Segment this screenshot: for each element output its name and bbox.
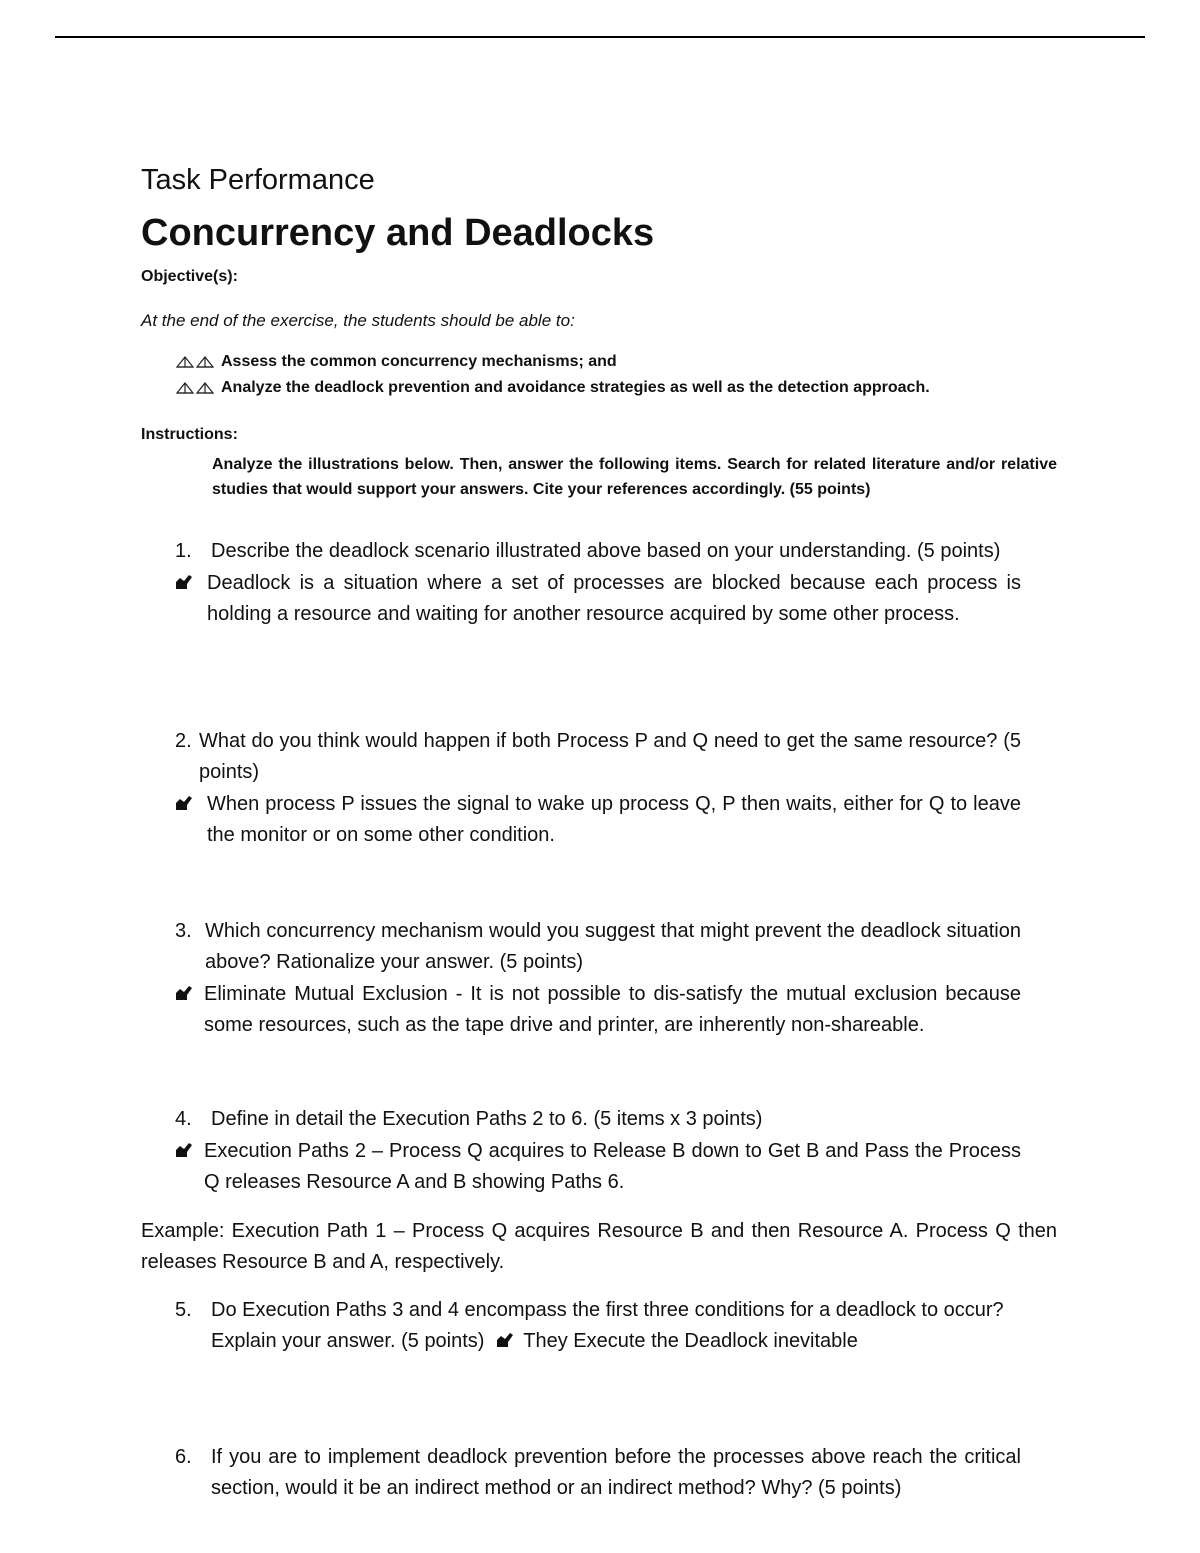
document-title: Concurrency and Deadlocks (141, 212, 655, 254)
question-item-1 (175, 536, 1021, 630)
objective-text: Analyze the deadlock prevention and avoidance strategies as well as the detection approach. (221, 379, 930, 396)
question-number: 2. (175, 730, 192, 752)
objective-text: Assess the common concurrency mechanisms; and (221, 353, 617, 370)
answer-text: Execution Paths 2 – Process Q acquires to Release B down to Get B and Pass the Process Q releases Resource A and B showing Paths 6. (204, 1140, 1021, 1193)
question-answer-inline (211, 1295, 1021, 1357)
writing-hand-icon (496, 1332, 514, 1348)
instructions-text: Analyze the illustrations below. Then, answer the following items. Search for related literature and/or relative studies that would support your answers. Cite your references accordingly. (55 points) (212, 456, 1057, 498)
instructions-label: Instructions: (141, 426, 238, 443)
question-text: Describe the deadlock scenario illustrated above based on your understanding. (5 points) (211, 540, 1001, 562)
question-number: 4. (175, 1108, 192, 1130)
objective-item (175, 379, 930, 397)
answer-text: Eliminate Mutual Exclusion - It is not possible to dis-satisfy the mutual exclusion because some resources, such as the tape drive and printer, are inherently non-shareable. (204, 983, 1021, 1036)
book-icon (175, 354, 215, 370)
writing-hand-icon (175, 979, 199, 1041)
answer-text: They Execute the Deadlock inevitable (523, 1330, 858, 1352)
writing-hand-icon (175, 568, 199, 630)
question-item-3 (175, 916, 1021, 1041)
question-number: 3. (175, 920, 192, 942)
objective-intro: At the end of the exercise, the students should be able to: (141, 311, 575, 330)
writing-hand-icon (175, 1136, 199, 1198)
question-number: 6. (175, 1446, 192, 1468)
question-number: 5. (175, 1299, 192, 1321)
question-text: What do you think would happen if both Process P and Q need to get the same resource? (5 points) (199, 730, 1021, 783)
objective-item (175, 353, 617, 371)
answer-text: Deadlock is a situation where a set of processes are blocked because each process is holding a resource and waiting for another resource acquired by some other process. (207, 572, 1021, 625)
writing-hand-icon (175, 789, 199, 851)
question-text: Define in detail the Execution Paths 2 to 6. (5 items x 3 points) (211, 1108, 763, 1130)
question-text: Which concurrency mechanism would you suggest that might prevent the deadlock situation above? Rationalize your answer. (5 points) (205, 920, 1021, 973)
book-icon (175, 380, 215, 396)
document-label: Task Performance (141, 164, 375, 196)
question-item-5 (175, 1295, 1021, 1357)
example-paragraph: Example: Execution Path 1 – Process Q acquires Resource B and then Resource A. Process Q then releases Resource B and A, respectively. (141, 1220, 1057, 1273)
question-item-4 (175, 1104, 1021, 1198)
objective-label: Objective(s): (141, 268, 238, 285)
question-number: 1. (175, 540, 192, 562)
question-item-6 (175, 1442, 1021, 1504)
answer-text: When process P issues the signal to wake up process Q, P then waits, either for Q to leave the monitor or on some other condition. (207, 793, 1021, 846)
question-text: If you are to implement deadlock prevention before the processes above reach the critical section, would it be an indirect method or an indirect method? Why? (5 points) (211, 1446, 1021, 1499)
header-rule (55, 36, 1145, 38)
question-item-2 (175, 726, 1021, 851)
question-text: Do Execution Paths 3 and 4 encompass the first three conditions for a deadlock to occur? Explain your answer. (5 points) (211, 1299, 1004, 1352)
